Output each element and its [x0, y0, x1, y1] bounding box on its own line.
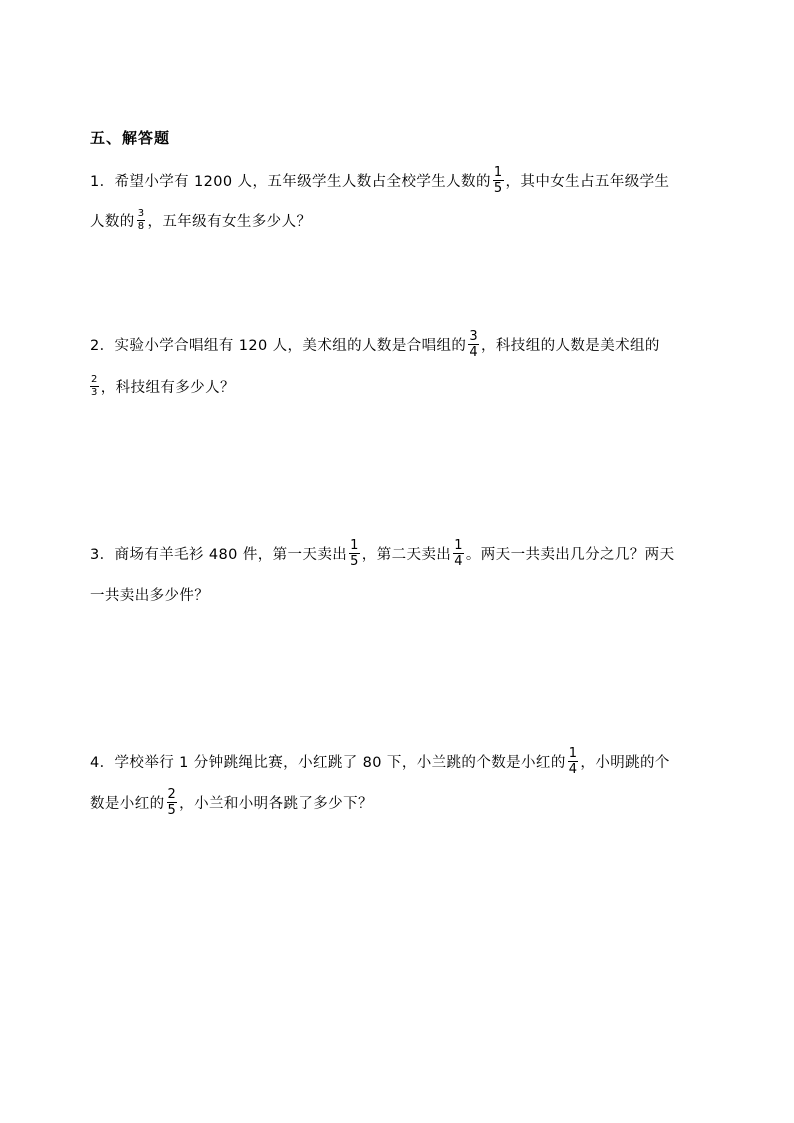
fraction-numerator: 3 [469, 328, 478, 344]
fraction [468, 330, 479, 359]
question-4-line-1 [90, 741, 670, 781]
fraction-denominator: 4 [568, 761, 578, 777]
question-3-line-2 [90, 574, 209, 614]
fraction [167, 788, 178, 817]
question-4-text-b: ，小明跳的个 [580, 754, 670, 771]
fraction-numerator: 2 [167, 786, 177, 802]
section-title: 五、解答题 [90, 129, 171, 147]
fraction-denominator: 3 [91, 386, 98, 398]
fraction-denominator: 4 [469, 344, 478, 360]
question-2-line-1 [90, 324, 660, 364]
fraction-numerator: 1 [350, 537, 359, 553]
question-3-text-b: ，第二天卖出 [361, 546, 452, 563]
question-1-text-d: ，五年级有女生多少人？ [147, 213, 312, 230]
question-3-text-a: 3．商场有羊毛衫 480 件，第一天卖出 [90, 546, 348, 563]
question-2-text-c: ，科技组有多少人？ [100, 379, 235, 396]
fraction-numerator: 3 [137, 207, 145, 219]
question-1-line-1 [90, 160, 669, 200]
fraction-numerator: 1 [454, 537, 463, 553]
question-4-text-a: 4．学校举行 1 分钟跳绳比赛，小红跳了 80 下，小兰跳的个数是小红的 [90, 754, 566, 771]
fraction [137, 209, 146, 232]
fraction [453, 539, 464, 568]
question-4-line-2 [90, 782, 373, 822]
question-1-line-2 [90, 200, 311, 240]
fraction-denominator: 5 [493, 180, 503, 196]
question-4-text-c: 数是小红的 [90, 795, 165, 812]
question-1-text-c: 人数的 [90, 213, 135, 230]
fraction [349, 539, 360, 568]
question-3-text-d: 一共卖出多少件？ [90, 587, 210, 604]
fraction [493, 166, 504, 195]
fraction-denominator: 5 [167, 802, 177, 818]
fraction-numerator: 1 [568, 745, 578, 761]
question-2-text-b: ，科技组的人数是美术组的 [481, 337, 660, 354]
fraction-numerator: 2 [91, 373, 98, 385]
question-4-text-d: ，小兰和小明各跳了多少下？ [179, 795, 373, 812]
question-3-text-c: 。两天一共卖出几分之几？两天 [465, 546, 675, 563]
fraction-denominator: 5 [350, 553, 359, 569]
question-1-text-b: ，其中女生占五年级学生 [505, 173, 670, 190]
question-3-line-1 [90, 533, 674, 573]
fraction-denominator: 8 [137, 220, 145, 232]
question-2-text-a: 2．实验小学合唱组有 120 人，美术组的人数是合唱组的 [90, 337, 467, 354]
question-1-text-a: 1．希望小学有 1200 人，五年级学生人数占全校学生人数的 [90, 173, 491, 190]
fraction-numerator: 1 [493, 164, 503, 180]
question-2-line-2 [90, 366, 235, 406]
fraction [568, 747, 579, 776]
fraction-denominator: 4 [454, 553, 463, 569]
fraction [90, 375, 99, 398]
